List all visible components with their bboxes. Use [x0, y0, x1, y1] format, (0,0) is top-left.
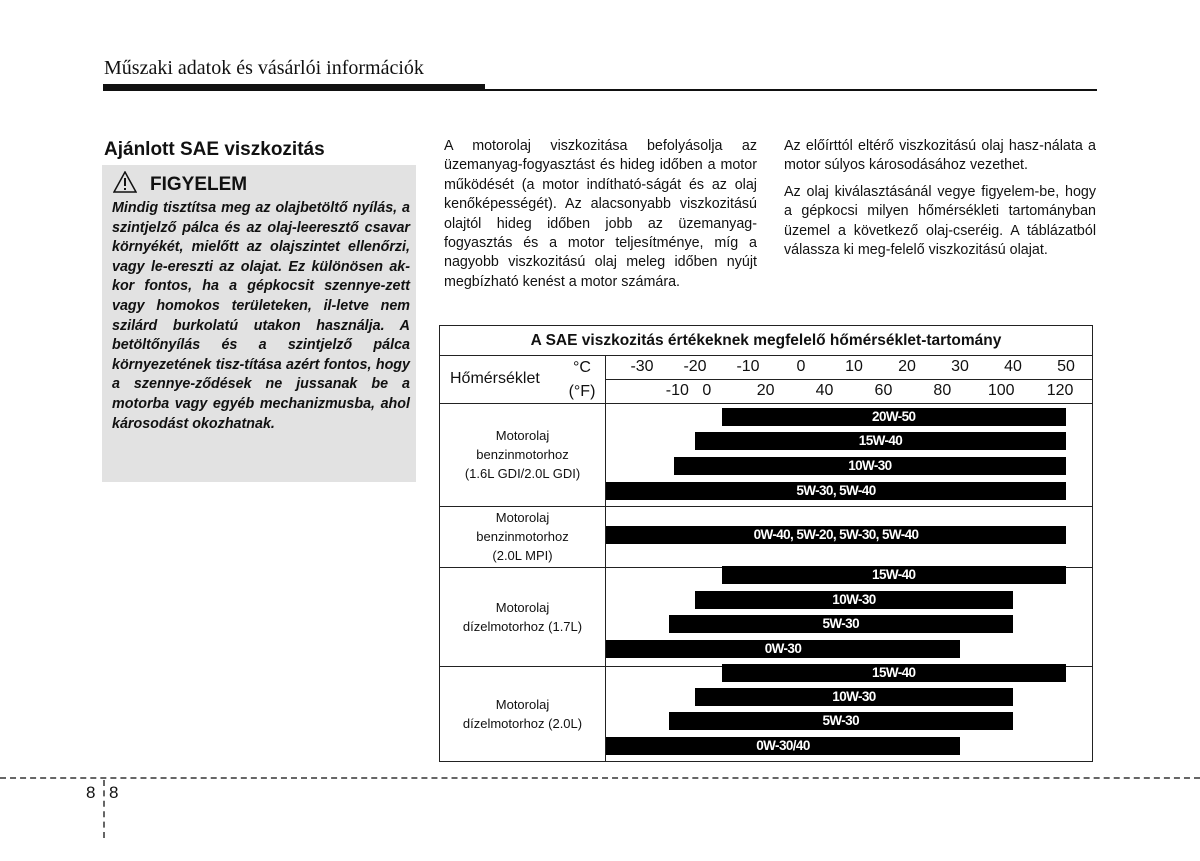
celsius-tick: -20	[683, 358, 707, 375]
viscosity-bar: 0W-40, 5W-20, 5W-30, 5W-40	[606, 526, 1066, 544]
celsius-unit: °C	[573, 359, 591, 376]
fahrenheit-unit: (°F)	[568, 383, 596, 400]
temperature-label: Hőmérséklet	[450, 370, 540, 387]
header-rule-thin	[485, 89, 1097, 91]
celsius-tick: 30	[951, 358, 969, 375]
viscosity-bar: 15W-40	[722, 664, 1067, 682]
engine-group-label: Motorolaj dízelmotorhoz (2.0L)	[462, 696, 583, 731]
page-number: 8	[109, 783, 119, 802]
viscosity-bar: 10W-30	[695, 591, 1013, 609]
viscosity-bar: 15W-40	[695, 432, 1066, 450]
advice-paragraph-1: Az előírttól eltérő viszkozitású olaj hasz-nálata a motor súlyos károsodásához vezethet.	[784, 138, 1096, 174]
footer-vertical-divider	[103, 780, 105, 838]
fahrenheit-tick: 100	[987, 382, 1015, 399]
header-rule-thick	[103, 84, 485, 91]
celsius-tick: 0	[796, 358, 806, 375]
fahrenheit-tick: 40	[815, 382, 834, 399]
celsius-tick: 40	[1004, 358, 1022, 375]
viscosity-advice-column	[784, 137, 1096, 267]
viscosity-bar: 10W-30	[695, 688, 1013, 706]
fahrenheit-tick: -10	[665, 382, 689, 399]
viscosity-bar: 5W-30	[669, 712, 1014, 730]
warning-triangle-icon	[113, 171, 137, 193]
celsius-tick: 20	[898, 358, 916, 375]
fahrenheit-tick: 20	[756, 382, 775, 399]
page-header-title: Műszaki adatok és vásárlói információk	[104, 57, 424, 79]
warning-text: Mindig tisztítsa meg az olajbetöltő nyílás, a szintjelző pálca és az olaj-leeresztő csavar környékét, mielőtt az olajszintet ellenőrzi, vagy le-ereszti az olajat. Ez különösen ak-kor fontos, ha a gépkocsit szennye-zett vagy homokos területeken, il-letve nem szilárd burkolatú utakon használja. A betöltőnyílás és a szintjelző pálca környezetének tisz-títása azért fontos, hogy a szennye-ződések ne jussanak be a motorba vagy egyéb mechanizmusba, ahol károsodást okozhatnak.	[112, 200, 410, 432]
fahrenheit-tick: 120	[1046, 382, 1074, 399]
engine-group-label: Motorolaj dízelmotorhoz (1.7L)	[462, 599, 583, 634]
viscosity-bar: 0W-30	[606, 640, 960, 658]
fahrenheit-tick: 60	[874, 382, 893, 399]
sae-viscosity-table	[439, 325, 1093, 762]
warning-title: FIGYELEM	[150, 174, 248, 195]
viscosity-intro-column	[444, 137, 757, 292]
footer-divider	[0, 777, 1200, 779]
fahrenheit-tick: 80	[933, 382, 952, 399]
viscosity-bar: 20W-50	[722, 408, 1067, 426]
viscosity-bar: 10W-30	[674, 457, 1066, 475]
viscosity-bar: 0W-30/40	[606, 737, 960, 755]
celsius-tick: -30	[630, 358, 654, 375]
chapter-number: 8	[86, 783, 96, 802]
viscosity-bar: 5W-30, 5W-40	[606, 482, 1066, 500]
engine-group-label: Motorolaj benzinmotorhoz (2.0L MPI)	[476, 510, 569, 563]
viscosity-bar: 15W-40	[722, 566, 1067, 584]
advice-paragraph-2: Az olaj kiválasztásánál vegye figyelem-be, hogy a gépkocsi milyen hőmérsékleti tartományban üzemel a következő olaj-cseréig. A táblázatból válassza ki meg-felelő viszkozitású olajat.	[784, 183, 1096, 259]
section-title: Ajánlott SAE viszkozitás	[104, 139, 325, 160]
celsius-tick: -10	[736, 358, 760, 375]
engine-group-label: Motorolaj benzinmotorhoz (1.6L GDI/2.0L GDI)	[464, 428, 581, 481]
table-title: A SAE viszkozitás értékeknek megfelelő hőmérséklet-tartomány	[530, 332, 1002, 349]
viscosity-bar: 5W-30	[669, 615, 1014, 633]
celsius-tick: 10	[845, 358, 863, 375]
celsius-tick: 50	[1057, 358, 1075, 375]
intro-paragraph: A motorolaj viszkozitása befolyásolja az üzemanyag-fogyasztást és hideg időben a motor működését (a motor indítható-ságát és az olaj kenőképességét). Az alacsonyabb viszkozitású olajtól hideg időben jobb az üzemanyag-fogyasztás és a motor teljesítménye, míg a nagyobb viszkozitású olaj meleg időben nyújt megbízható kenést a motor számára.	[444, 138, 757, 290]
fahrenheit-tick: 0	[702, 382, 712, 399]
